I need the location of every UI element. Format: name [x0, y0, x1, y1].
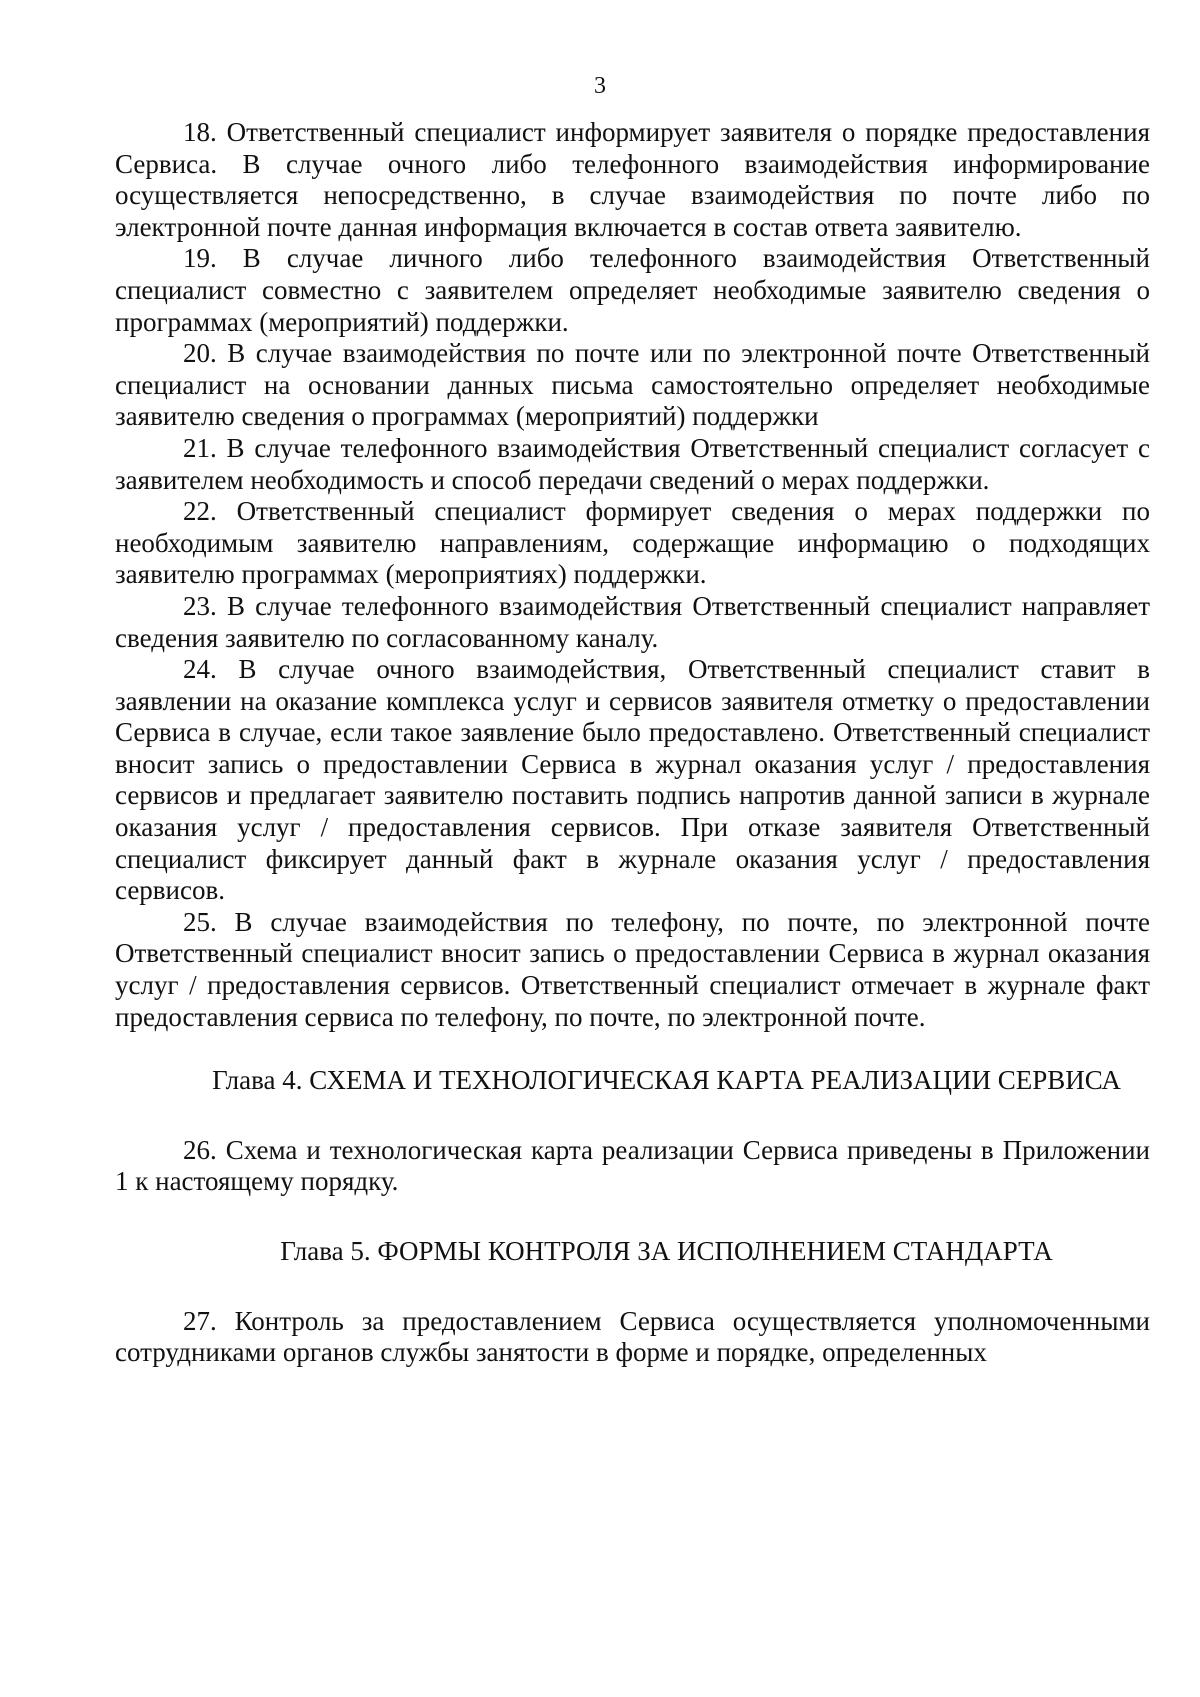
paragraph-21: 21. В случае телефонного взаимодействия Ответственный специалист согласует с заявителем необходимость и способ передачи сведений о мерах поддержки. — [115, 432, 1150, 495]
paragraph-19: 19. В случае личного либо телефонного взаимодействия Ответственный специалист совместно с заявителем определяет необходимые заявителю сведения о программах (мероприятий) поддержки. — [115, 243, 1150, 337]
paragraph-22: 22. Ответственный специалист формирует сведения о мерах поддержки по необходимым заявителю направлениям, содержащие информацию о подходящих заявителю программах (мероприятиях) поддержки. — [115, 496, 1150, 590]
chapter-4-heading: Глава 4. СХЕМА И ТЕХНОЛОГИЧЕСКАЯ КАРТА РЕАЛИЗАЦИИ СЕРВИСА — [212, 1065, 1121, 1096]
page-number: 3 — [594, 73, 606, 99]
chapter-5-heading: Глава 5. ФОРМЫ КОНТРОЛЯ ЗА ИСПОЛНЕНИЕМ СТАНДАРТА — [280, 1236, 1053, 1266]
paragraph-20: 20. В случае взаимодействия по почте или по электронной почте Ответственный специалист на основании данных письма самостоятельно определяет необходимые заявителю сведения о программах (мероприятий) поддержки — [115, 338, 1150, 432]
paragraph-24: 24. В случае очного взаимодействия, Ответственный специалист ставит в заявлении на оказание комплекса услуг и сервисов заявителя отметку о предоставлении Сервиса в случае, если такое заявление было предоставлено. Ответственный специалист вносит запись о предоставлении Сервиса в журнал оказания услуг / предоставления сервисов и предлагает заявителю поставить подпись напротив данной записи в журнале оказания услуг / предоставления сервисов. При отказе заявителя Ответственный специалист фиксирует данный факт в журнале оказания услуг / предоставления сервисов. — [115, 654, 1150, 906]
paragraph-18: 18. Ответственный специалист информирует заявителя о порядке предоставления Сервиса. В случае очного либо телефонного взаимодействия информирование осуществляется непосредственно, в случае взаимодействия по почте либо по электронной почте данная информация включается в состав ответа заявителю. — [115, 117, 1150, 242]
paragraph-25: 25. В случае взаимодействия по телефону, по почте, по электронной почте Ответственный специалист вносит запись о предоставлении Сервиса в журнал оказания услуг / предоставления сервисов. Ответственный специалист отмечает в журнале факт предоставления сервиса по телефону, по почте, по электронной почте. — [115, 906, 1150, 1032]
paragraph-23: 23. В случае телефонного взаимодействия Ответственный специалист направляет сведения заявителю по согласованному каналу. — [115, 590, 1150, 653]
paragraph-26: 26. Схема и технологическая карта реализации Сервиса приведены в Приложении 1 к настоящему порядку. — [115, 1134, 1150, 1197]
paragraph-27: 27. Контроль за предоставлением Сервиса осуществляется уполномоченными сотрудниками органов службы занятости в форме и порядке, определенных — [115, 1305, 1150, 1368]
document-body — [115, 117, 1150, 1369]
